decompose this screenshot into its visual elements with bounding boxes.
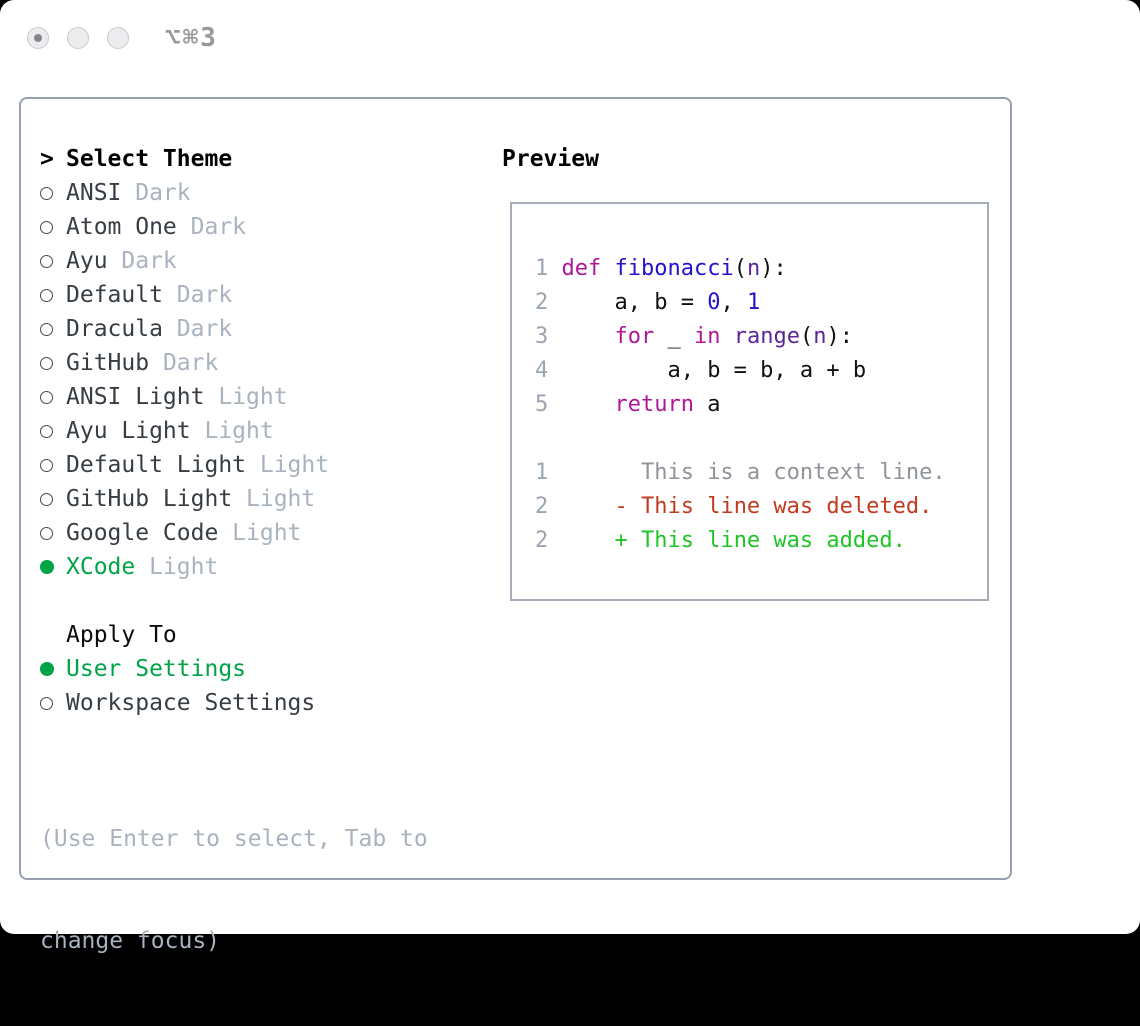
code-line-5 bbox=[535, 388, 987, 422]
window-button-active-dot bbox=[34, 34, 42, 42]
theme-option-xcode[interactable] bbox=[40, 550, 428, 584]
radio-icon bbox=[40, 493, 53, 506]
bullet-cell bbox=[40, 697, 66, 710]
option-label: Dracula bbox=[66, 316, 163, 342]
radio-icon bbox=[40, 459, 53, 472]
code-token: 3 bbox=[535, 324, 549, 349]
code-line-1 bbox=[535, 252, 987, 286]
diff-line-2 bbox=[535, 490, 987, 524]
option-tag: Dark bbox=[190, 214, 247, 240]
code-token: 2 bbox=[535, 528, 549, 553]
option-tag: Light bbox=[232, 520, 302, 546]
bullet-cell bbox=[40, 493, 66, 506]
code-token: a, b = b, a + b bbox=[548, 358, 867, 383]
code-token: n bbox=[813, 324, 827, 349]
code-token: ( bbox=[799, 324, 814, 349]
window-button-3[interactable] bbox=[107, 27, 129, 49]
code-token: 1 bbox=[535, 460, 549, 485]
code-token: 4 bbox=[535, 358, 549, 383]
bullet-cell bbox=[40, 323, 66, 336]
code-token: for bbox=[614, 324, 655, 349]
bullet-cell bbox=[40, 221, 66, 234]
radio-icon bbox=[40, 357, 53, 370]
option-tag: Light bbox=[246, 486, 316, 512]
theme-option-github-light[interactable] bbox=[40, 482, 428, 516]
option-label: XCode bbox=[66, 554, 136, 580]
option-label: Ayu Light bbox=[66, 418, 191, 444]
code-preview bbox=[535, 252, 987, 422]
code-token: fibonacci bbox=[614, 256, 734, 281]
code-line-4 bbox=[535, 354, 987, 388]
bullet-cell bbox=[40, 289, 66, 302]
code-token: def bbox=[561, 256, 602, 281]
code-token bbox=[548, 494, 614, 519]
theme-option-ansi-light[interactable] bbox=[40, 380, 428, 414]
radio-icon bbox=[40, 425, 53, 438]
code-token bbox=[548, 392, 614, 417]
hint-line-1: (Use Enter to select, Tab to bbox=[40, 826, 428, 852]
theme-option-ayu[interactable] bbox=[40, 244, 428, 278]
main-panel bbox=[19, 97, 1012, 954]
bullet-cell bbox=[40, 187, 66, 200]
bullet-cell bbox=[40, 662, 66, 676]
radio-icon bbox=[40, 221, 53, 234]
code-token: ): bbox=[826, 324, 853, 349]
select-theme-header bbox=[40, 142, 428, 176]
option-label: Default bbox=[66, 282, 163, 308]
option-tag: Light bbox=[218, 384, 288, 410]
code-token bbox=[548, 324, 614, 349]
code-token: ): bbox=[760, 256, 787, 281]
code-token: + This line was added. bbox=[614, 528, 906, 553]
theme-option-default[interactable] bbox=[40, 278, 428, 312]
option-label: Ayu bbox=[66, 248, 108, 274]
radio-icon bbox=[40, 697, 53, 710]
bullet-cell bbox=[40, 255, 66, 268]
option-label: Google Code bbox=[66, 520, 219, 546]
option-label: User Settings bbox=[66, 656, 247, 682]
window-button-1[interactable] bbox=[27, 27, 49, 49]
option-tag: Light bbox=[149, 554, 219, 580]
theme-picker-column bbox=[40, 142, 428, 1026]
radio-icon bbox=[40, 289, 53, 302]
radio-icon bbox=[40, 527, 53, 540]
theme-option-atom-one[interactable] bbox=[40, 210, 428, 244]
option-tag: Dark bbox=[121, 248, 177, 274]
window-button-2[interactable] bbox=[67, 27, 89, 49]
hint-text bbox=[40, 754, 428, 1026]
code-line-2 bbox=[535, 286, 987, 320]
option-label: ANSI bbox=[66, 180, 122, 206]
radio-icon bbox=[40, 187, 53, 200]
spacer bbox=[40, 720, 428, 754]
code-token bbox=[548, 256, 561, 281]
option-label: Default Light bbox=[66, 452, 247, 478]
option-label: Atom One bbox=[66, 214, 177, 240]
code-token: This is a context line. bbox=[548, 460, 946, 485]
code-token: 2 bbox=[535, 290, 549, 315]
spacer bbox=[40, 584, 428, 618]
diff-line-3 bbox=[535, 524, 987, 558]
bullet-cell bbox=[40, 425, 66, 438]
code-token bbox=[601, 256, 614, 281]
theme-option-github[interactable] bbox=[40, 346, 428, 380]
bullet-cell bbox=[40, 560, 66, 574]
option-tag: Dark bbox=[176, 282, 233, 308]
code-token: range bbox=[733, 324, 800, 349]
option-label: GitHub bbox=[66, 350, 150, 376]
bullet-cell bbox=[40, 391, 66, 404]
theme-option-ansi[interactable] bbox=[40, 176, 428, 210]
code-token: 2 bbox=[535, 494, 549, 519]
code-token: a bbox=[693, 392, 721, 417]
titlebar bbox=[27, 23, 218, 53]
apply-to-header bbox=[40, 618, 428, 652]
option-label: Workspace Settings bbox=[66, 690, 316, 716]
radio-icon bbox=[40, 255, 53, 268]
theme-option-ayu-light[interactable] bbox=[40, 414, 428, 448]
code-line-3 bbox=[535, 320, 987, 354]
option-tag: Light bbox=[204, 418, 274, 444]
code-token: 1 bbox=[746, 290, 761, 315]
code-token bbox=[548, 528, 614, 553]
bullet-cell bbox=[40, 527, 66, 540]
preview-box bbox=[510, 202, 989, 601]
code-token: - This line was deleted. bbox=[614, 494, 933, 519]
code-token bbox=[720, 324, 733, 349]
radio-icon bbox=[40, 323, 53, 336]
window-shortcut-label: ⌥⌘3 bbox=[165, 23, 218, 53]
option-tag: Dark bbox=[135, 180, 191, 206]
selected-radio-icon bbox=[40, 560, 54, 574]
code-token: in bbox=[693, 324, 721, 349]
option-tag: Dark bbox=[176, 316, 233, 342]
apply-option-user-settings[interactable] bbox=[40, 652, 428, 686]
theme-option-default-light[interactable] bbox=[40, 448, 428, 482]
radio-icon bbox=[40, 391, 53, 404]
code-token: a, b = bbox=[548, 290, 708, 315]
code-token: 0 bbox=[707, 290, 721, 315]
diff-line-1 bbox=[535, 456, 987, 490]
bullet-cell bbox=[40, 459, 66, 472]
diff-preview bbox=[535, 456, 987, 558]
code-token: _ bbox=[654, 324, 694, 349]
code-token: ( bbox=[733, 256, 747, 281]
code-token: 1 bbox=[535, 256, 549, 281]
option-label: ANSI Light bbox=[66, 384, 205, 410]
apply-to-list bbox=[40, 652, 428, 720]
selected-radio-icon bbox=[40, 662, 54, 676]
preview-column bbox=[502, 142, 989, 601]
blank-line bbox=[535, 422, 987, 456]
code-token: 5 bbox=[535, 392, 549, 417]
theme-option-dracula[interactable] bbox=[40, 312, 428, 346]
theme-list bbox=[40, 176, 428, 584]
preview-title: Preview bbox=[502, 146, 599, 172]
code-token: , bbox=[720, 290, 747, 315]
option-tag: Dark bbox=[162, 350, 219, 376]
option-label: GitHub Light bbox=[66, 486, 233, 512]
option-tag: Light bbox=[259, 452, 330, 478]
hint-line-2: change focus) bbox=[40, 928, 221, 954]
focus-caret-icon: > bbox=[40, 146, 54, 172]
bullet-cell bbox=[40, 357, 66, 370]
theme-option-google-code[interactable] bbox=[40, 516, 428, 550]
apply-option-workspace-settings[interactable] bbox=[40, 686, 428, 720]
select-theme-title: Select Theme bbox=[66, 146, 233, 172]
code-token: return bbox=[614, 392, 694, 417]
apply-to-title: Apply To bbox=[66, 622, 177, 648]
code-token: n bbox=[746, 256, 761, 281]
